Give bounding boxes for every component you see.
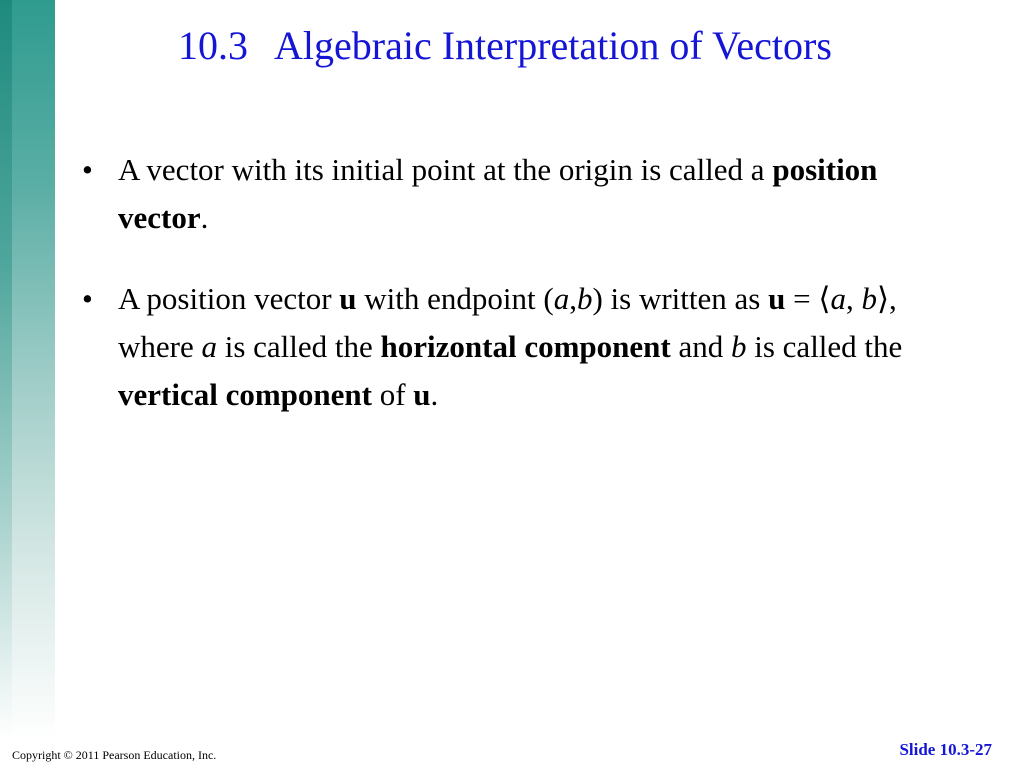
text-run: , — [569, 281, 577, 316]
variable-b: b — [576, 281, 593, 316]
vector-symbol-u: u — [339, 281, 357, 316]
bullet-icon: • — [82, 152, 93, 187]
text-run: , — [845, 281, 862, 316]
text-run: ⟩, where — [118, 281, 897, 364]
bullet-icon: • — [82, 281, 93, 316]
variable-a: a — [830, 281, 846, 316]
bullet-item-position-vector — [80, 146, 960, 242]
term-horizontal-component: horizontal component — [380, 329, 671, 364]
text-run: . — [430, 377, 439, 412]
vector-symbol-u: u — [413, 377, 431, 412]
bullet-item-components — [80, 275, 960, 419]
term-position-vector: position vector — [118, 152, 878, 235]
variable-b: b — [731, 329, 747, 364]
text-run: A vector with its initial point at the origin is called a — [118, 152, 773, 187]
variable-a: a — [201, 329, 217, 364]
bullet-text — [118, 152, 877, 235]
text-run: is called the — [216, 329, 381, 364]
decorative-side-bar-edge — [0, 0, 12, 740]
text-run: is called the — [746, 329, 903, 364]
text-run: of — [371, 377, 414, 412]
title-text: Algebraic Interpretation of Vectors — [274, 23, 832, 68]
bullet-list — [80, 146, 960, 452]
variable-a: a — [553, 281, 570, 316]
text-run: . — [200, 200, 209, 235]
slide-number: Slide 10.3-27 — [899, 740, 992, 759]
text-run: ) is written as — [592, 281, 769, 316]
text-run: with endpoint ( — [356, 281, 554, 316]
text-run: A position vector — [118, 281, 340, 316]
section-number: 10.3 — [178, 23, 248, 68]
copyright-notice: Copyright © 2011 Pearson Education, Inc. — [12, 748, 217, 762]
variable-b: b — [861, 281, 877, 316]
text-run: = ⟨ — [785, 281, 831, 316]
slide-title — [178, 24, 832, 68]
vector-symbol-u: u — [768, 281, 786, 316]
text-run: and — [670, 329, 731, 364]
bullet-text — [118, 281, 902, 412]
term-vertical-component: vertical component — [118, 377, 372, 412]
